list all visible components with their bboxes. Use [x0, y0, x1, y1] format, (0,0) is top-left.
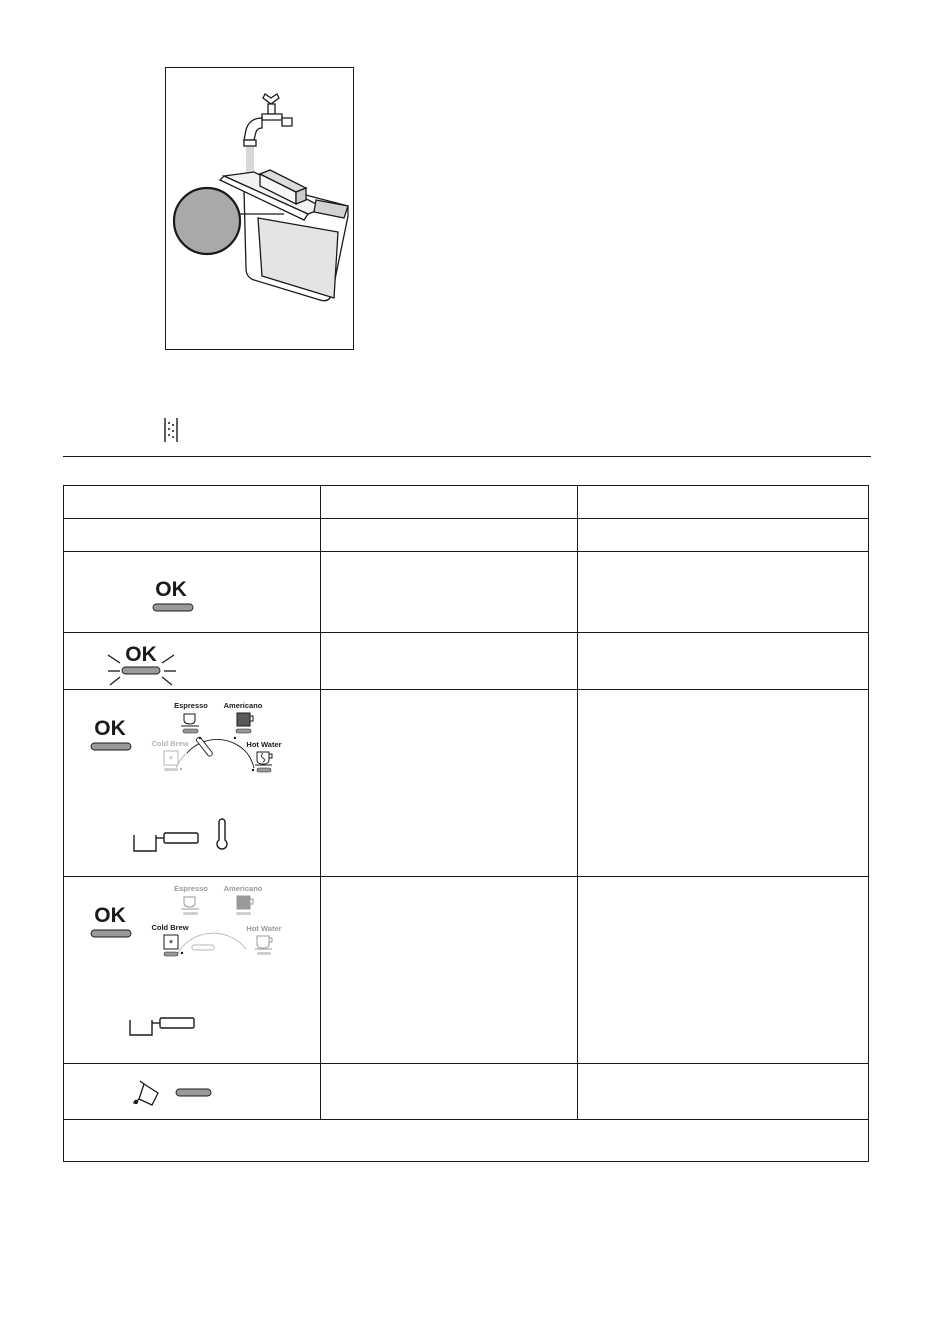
- steam-wand-icon: [130, 1018, 194, 1035]
- cold-brew-cup-icon: [164, 935, 178, 956]
- table-cell: [578, 519, 869, 552]
- table-cell: [578, 633, 869, 690]
- table-cell: [578, 877, 869, 1064]
- americano-label: Americano: [223, 701, 263, 710]
- table-cell: [64, 519, 321, 552]
- americano-cup-icon: [236, 713, 253, 733]
- table-cell: [64, 877, 321, 1064]
- table-cell: [321, 519, 578, 552]
- table-cell: [321, 877, 578, 1064]
- table-cell: [321, 633, 578, 690]
- cold-brew-label: Cold Brew: [151, 923, 189, 932]
- cold-brew-cup-icon: [164, 751, 178, 771]
- ok-label: OK: [155, 578, 187, 601]
- table-row: [64, 519, 869, 552]
- table-footer-row: [64, 1120, 869, 1162]
- svg-text:*: *: [168, 938, 174, 950]
- tank-filling-illustration: [165, 67, 354, 350]
- americano-label: Americano: [223, 884, 263, 893]
- espresso-cup-icon: [181, 714, 199, 733]
- hot-water-label: Hot Water: [246, 924, 282, 933]
- table-cell: [578, 486, 869, 519]
- table-row: [64, 552, 869, 633]
- steam-wand-icon: [134, 833, 198, 851]
- descale-jug-icon: [64, 1064, 321, 1120]
- table-cell: [64, 486, 321, 519]
- table-row: [64, 690, 869, 877]
- ok-label: OK: [94, 904, 126, 927]
- section-divider: [63, 456, 871, 457]
- table-cell: [578, 690, 869, 877]
- table-cell: [64, 552, 321, 633]
- hot-water-label: Hot Water: [246, 740, 282, 749]
- table-header-row: [64, 486, 869, 519]
- espresso-cup-icon: [181, 897, 199, 915]
- table-cell: [321, 690, 578, 877]
- table-cell: [64, 690, 321, 877]
- ok-label: OK: [125, 643, 157, 666]
- indicator-table: [63, 485, 869, 1162]
- ok-flashing-indicator-icon: [64, 633, 321, 690]
- table-row: [64, 1064, 869, 1120]
- ok-label: OK: [94, 717, 126, 740]
- table-row: [64, 877, 869, 1064]
- water-hardness-icon: [164, 417, 178, 443]
- table-cell: [578, 1064, 869, 1120]
- ok-indicator-icon: [64, 552, 321, 633]
- tap-filling-water-tank-icon: [166, 68, 355, 351]
- table-cell: [578, 552, 869, 633]
- table-row: [64, 633, 869, 690]
- table-cell: [64, 1064, 321, 1120]
- americano-cup-icon: [236, 896, 253, 915]
- espresso-label: Espresso: [174, 884, 208, 893]
- espresso-label: Espresso: [174, 701, 208, 710]
- table-cell: [64, 1120, 869, 1162]
- mode-dial-hot-indicator: [64, 690, 321, 877]
- table-cell: [321, 1064, 578, 1120]
- thermometer-icon: [217, 819, 227, 849]
- table-cell: [321, 552, 578, 633]
- mode-dial-cold-brew-indicator: [64, 877, 321, 1064]
- hot-water-cup-icon: [255, 752, 272, 772]
- svg-text:*: *: [168, 754, 174, 766]
- cold-brew-label: Cold Brew: [151, 739, 189, 748]
- table-cell: [64, 633, 321, 690]
- hot-water-cup-icon: [255, 936, 272, 955]
- table-cell: [321, 486, 578, 519]
